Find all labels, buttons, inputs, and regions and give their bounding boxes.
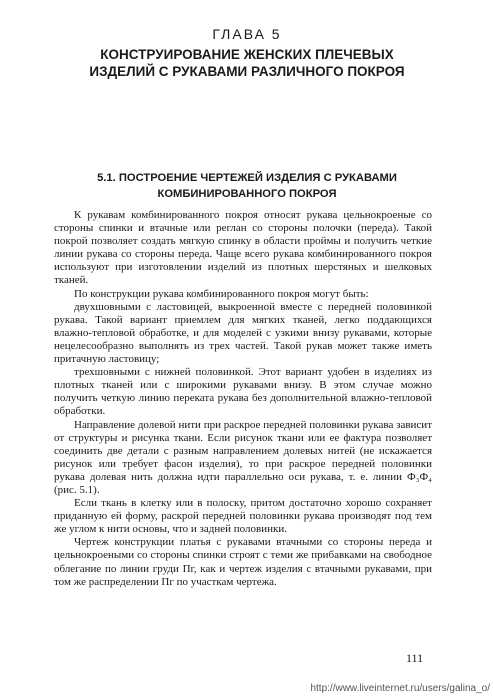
- body-text: [54, 209, 432, 589]
- chapter-title-line-2: ИЗДЕЛИЙ С РУКАВАМИ РАЗЛИЧНОГО ПОКРОЯ: [89, 64, 405, 79]
- chapter-label: ГЛАВА 5: [212, 26, 282, 42]
- paragraph: К рукавам комбинированного покроя относят рукава цельнокроеные со стороны спинки и втачные или реглан со стороны полочки (переда). Такой покрой позволяет создать мягкую спинку в области проймы и получить четкие линии рукава со стороны переда. Чаще всего рукава комбинированного покроя используют при изготовлении изделий из плотных шерстяных и шелковых тканей.: [54, 209, 432, 287]
- paragraph: Чертеж конструкции платья с рукавами втачными со стороны переда и цельнокроеными со стороны спинки строят с теми же прибавками на свободное облегание по линии груди Пг, как и чертеж изделия с втачными рукавами, при том же распределении Пг по участкам чертежа.: [54, 536, 432, 588]
- chapter-title: [30, 46, 464, 80]
- section-title: [40, 170, 454, 202]
- paragraph: двухшовными с ластовицей, выкроенной вместе с передней половинкой рукава. Такой вариант приемлем для мягких тканей, легко поддающихся влажно-тепловой обработке, и для моделей с узкими внизу рукавами, которые нецелесообразно выполнять из трех частей. Такой рукав может также иметь притачную ластовицу;: [54, 300, 432, 366]
- paragraph: трехшовными с нижней половинкой. Этот вариант удобен в изделиях из плотных тканей или с широкими рукавами внизу. В этом случае можно получить четкую линию переката рукава без дополнительной влажно-тепловой обработки.: [54, 366, 432, 418]
- section-title-line-2: КОМБИНИРОВАННОГО ПОКРОЯ: [157, 188, 337, 200]
- paragraph: Направление долевой нити при раскрое передней половинки рукава зависит от структуры и рисунка ткани. Если рисунок ткани или ее фактура позволяет соединить две детали с разным направлением долевых нитей (не искажается рисунок или требует фасон изделия), то при раскрое передней половинки рукава долевая нить должна идти параллельно оси рукава, т. е. линии Ф₃Ф₄ (рис. 5.1).: [54, 418, 432, 496]
- page-number: 111: [406, 651, 424, 665]
- paragraph: Если ткань в клетку или в полоску, притом достаточно хорошо сохраняет приданную ей форму, раскрой передней половинки рукава производят под тем же углом к нити основы, что и задней половинки.: [54, 497, 432, 536]
- paragraph: По конструкции рукава комбинированного покроя могут быть:: [74, 287, 369, 300]
- chapter-title-line-1: КОНСТРУИРОВАНИЕ ЖЕНСКИХ ПЛЕЧЕВЫХ: [100, 47, 394, 62]
- watermark-url: http://www.liveinternet.ru/users/galina_o/: [310, 683, 490, 694]
- section-title-line-1: 5.1. ПОСТРОЕНИЕ ЧЕРТЕЖЕЙ ИЗДЕЛИЯ С РУКАВАМИ: [97, 172, 397, 184]
